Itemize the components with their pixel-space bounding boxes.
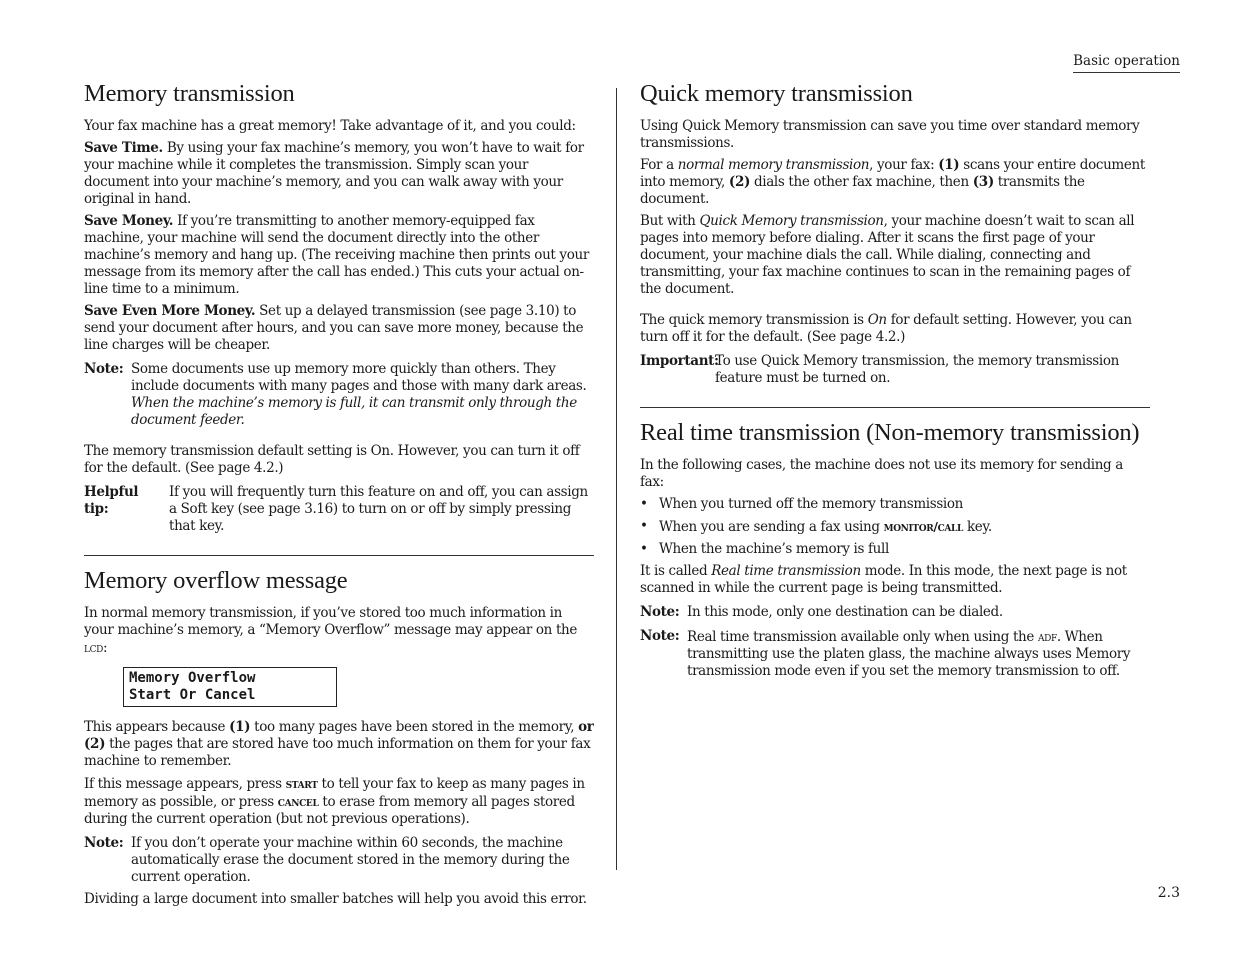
list-item: • When the machine’s memory is full [640, 541, 889, 557]
important-text: To use Quick Memory transmission, the memory transmission feature must be turned on. [715, 353, 1119, 386]
real-time-heading: Real time transmission (Non-memory transmission) [640, 419, 1140, 446]
lcd-display [123, 667, 337, 707]
note-timeout [84, 835, 594, 886]
quick-default-paragraph: The quick memory transmission is On for default setting. However, you can turn off it for the default. (See page 4.2.) [640, 312, 1132, 345]
section-rule [640, 407, 1150, 408]
note-adf [640, 628, 1150, 680]
quick-with-paragraph: But with Quick Memory transmission, your machine doesn’t wait to scan all pages into memory before dialing. After it scans the first page of your document, your machine dials the call. While dialing, connecting and transmitting, your fax machine continues to scan in the remaining pages of the document. [640, 213, 1135, 297]
left-column [84, 78, 594, 913]
bullet-icon: • [640, 541, 648, 557]
monitor-call-key: monitor/call [883, 519, 964, 534]
dividing-paragraph: Dividing a large document into smaller batches will help you avoid this error. [84, 891, 587, 907]
important-note [640, 353, 1150, 387]
note-text: Some documents use up memory more quickly than others. They include documents with many pages and those with many dark areas. When the machine’s memory is full, it can transmit only through the document feeder. [131, 361, 587, 428]
note-label: Note: [84, 835, 124, 851]
right-column [640, 78, 1150, 685]
note-memory-usage [84, 361, 594, 429]
real-time-intro: In the following cases, the machine does not use its memory for sending a fax: [640, 457, 1123, 490]
save-more-paragraph [84, 303, 594, 354]
bullet-icon: • [640, 518, 648, 534]
running-head: Basic operation [1073, 53, 1180, 73]
memory-overflow-heading: Memory overflow message [84, 567, 348, 594]
save-money-label: Save Money. [84, 213, 174, 229]
press-paragraph: If this message appears, press start to tell your fax to keep as many pages in memory as possible, or press cancel to erase from memory all pages stored during the current operation (but not previous operations). [84, 776, 585, 827]
save-money-text: If you’re transmitting to another memory-equipped fax machine, your machine will send the document directly into the other machine’s memory and hang up. (The receiving machine then prints out your message from its memory after the call has ended.) This cuts your actual on-line time to a minimum. [84, 213, 589, 297]
note-text: If you don’t operate your machine within 60 seconds, the machine automatically erase the document stored in the memory during the current operation. [131, 835, 570, 885]
appears-paragraph: This appears because (1) too many pages have been stored in the memory, or (2) the pages that are stored have too much information on them for your fax machine to remember. [84, 719, 594, 769]
important-label: Important: [640, 353, 719, 369]
note-text: In this mode, only one destination can be dialed. [687, 604, 1003, 620]
tip-label: Helpful tip: [84, 484, 139, 517]
save-time-label: Save Time. [84, 140, 163, 156]
note-text: Real time transmission available only when using the adf. When transmitting use the platen glass, the machine always uses Memory transmission mode even if you set the memory transmission to off. [687, 629, 1131, 679]
start-key: start [285, 776, 318, 791]
quick-memory-heading: Quick memory transmission [640, 80, 913, 107]
save-more-text: Set up a delayed transmission (see page 3.10) to send your document after hours, and you can save more money, because the line charges will be cheaper. [84, 303, 584, 353]
helpful-tip [84, 484, 594, 535]
save-time-text: By using your fax machine’s memory, you won’t have to wait for your machine while it completes the transmission. Simply scan your document into your machine’s memory, and you can walk away with your original in hand. [84, 140, 584, 207]
section-rule [84, 555, 594, 556]
note-one-destination [640, 604, 1150, 621]
cancel-key: cancel [277, 794, 319, 809]
save-money-paragraph [84, 213, 594, 298]
memory-transmission-heading: Memory transmission [84, 80, 295, 107]
lcd-line-2: Start Or Cancel [129, 687, 256, 703]
quick-normal-paragraph: For a normal memory transmission, your fax: (1) scans your entire document into memory, (2) dials the other fax machine, then (3) transmits the document. [640, 157, 1145, 207]
page-number: 2.3 [1157, 885, 1180, 901]
real-time-mode-paragraph: It is called Real time transmission mode. In this mode, the next page is not scanned in while the current page is being transmitted. [640, 563, 1127, 596]
save-time-paragraph [84, 140, 594, 208]
note-label: Note: [84, 361, 124, 377]
bullet-icon: • [640, 496, 648, 512]
tip-text: If you will frequently turn this feature on and off, you can assign a Soft key (see page 3.16) to turn on or off by simply pressing that key. [169, 484, 588, 534]
lcd-line-1: Memory Overflow [129, 670, 256, 686]
note-label: Note: [640, 604, 680, 620]
quick-intro: Using Quick Memory transmission can save you time over standard memory transmissions. [640, 118, 1140, 151]
default-setting-paragraph: The memory transmission default setting is On. However, you can turn it off for the default. (See page 4.2.) [84, 443, 580, 476]
save-more-label: Save Even More Money. [84, 303, 256, 319]
real-time-cases [640, 496, 1150, 558]
list-item: • When you turned off the memory transmission [640, 496, 963, 512]
memory-intro: Your fax machine has a great memory! Take advantage of it, and you could: [84, 118, 576, 134]
overflow-intro: In normal memory transmission, if you’ve stored too much information in your machine’s memory, a “Memory Overflow” message may appear on the lcd: [84, 605, 578, 656]
note-label: Note: [640, 628, 680, 644]
list-item: • When you are sending a fax using monitor/call key. [640, 518, 992, 535]
column-divider [616, 88, 617, 870]
